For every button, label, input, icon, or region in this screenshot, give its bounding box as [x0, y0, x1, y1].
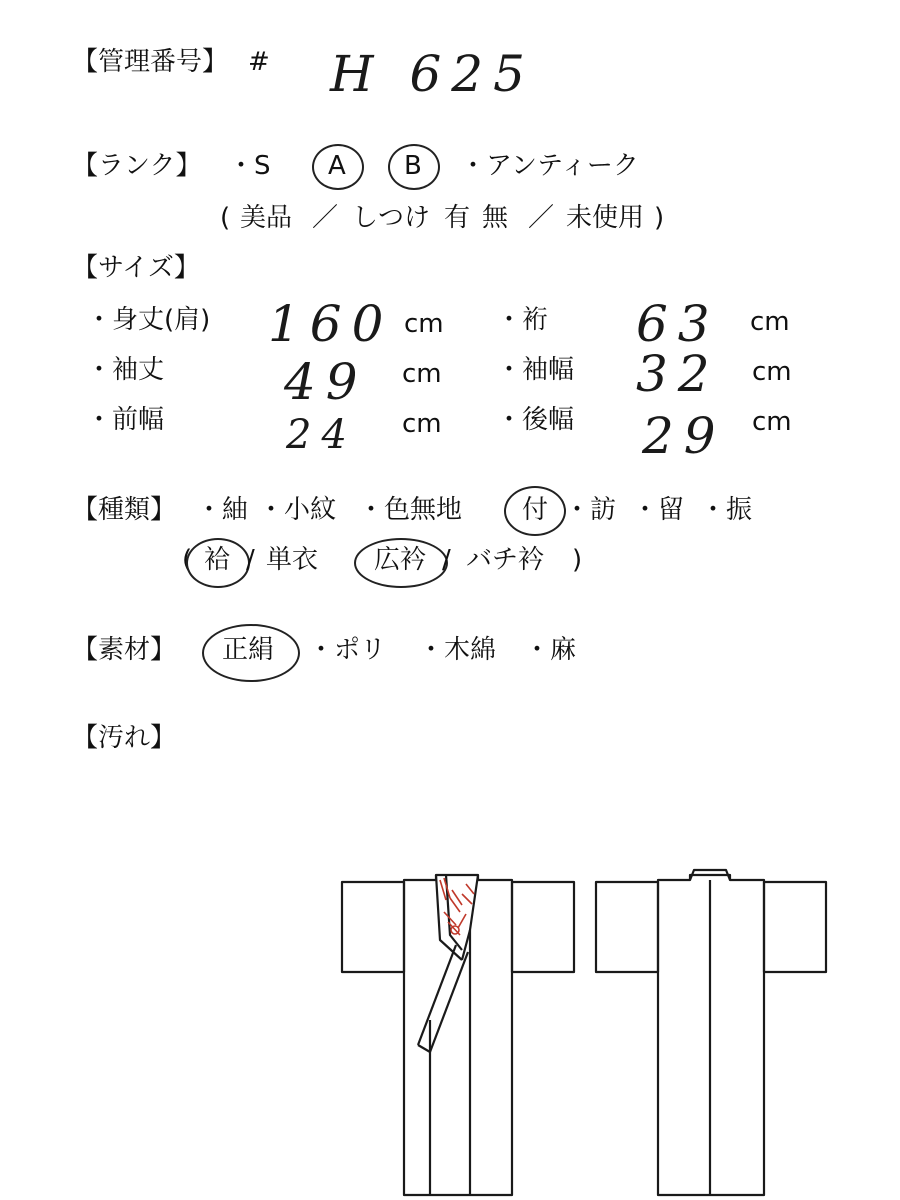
kind-line2-open: (	[182, 545, 193, 575]
kind-iromuji: ・色無地	[358, 495, 463, 525]
kind-awase: 袷	[204, 545, 231, 575]
kind-hou: ・訪	[564, 495, 617, 525]
rank-sub-shitsuke: しつけ	[352, 203, 431, 233]
rank-option-s: ・S	[228, 151, 271, 181]
material-shoken: 正絹	[222, 635, 275, 665]
kind-slash-1: /	[246, 545, 255, 575]
management-number-value: H 625	[330, 45, 535, 103]
material-linen: ・麻	[524, 635, 577, 665]
size-right-value: 63	[636, 295, 720, 353]
size-right-label: ・後幅	[496, 405, 575, 435]
material-poly: ・ポリ	[308, 635, 387, 665]
size-left-label: ・袖丈	[86, 355, 165, 385]
size-unit: cm	[402, 409, 442, 439]
kind-hitoe: 単衣	[266, 545, 319, 575]
kind-hiroeri: 広衿	[374, 545, 427, 575]
size-label: 【サイズ】	[72, 253, 200, 283]
size-unit: cm	[752, 407, 792, 437]
size-left-value: 49	[284, 353, 368, 411]
rank-sub-yes: 有	[444, 203, 471, 233]
rank-option-a: A	[328, 151, 346, 181]
size-left-value: 24	[286, 412, 357, 458]
rank-label: 【ランク】	[72, 151, 202, 181]
kind-label: 【種類】	[72, 495, 177, 525]
rank-option-antique: ・アンティーク	[460, 151, 639, 181]
rank-sub-no: 無	[482, 203, 509, 233]
hash-mark: #	[248, 47, 270, 77]
size-unit: cm	[402, 359, 442, 389]
kind-line2-close: )	[572, 545, 583, 575]
rank-sub-beauty: 美品	[240, 203, 293, 233]
kind-tome: ・留	[632, 495, 685, 525]
size-right-label: ・裄	[496, 305, 549, 335]
material-cotton: ・木綿	[418, 635, 497, 665]
kind-furi: ・振	[700, 495, 753, 525]
size-unit: cm	[404, 309, 444, 339]
size-left-label: ・身丈(肩)	[86, 305, 211, 335]
management-number-label: 【管理番号】	[72, 47, 229, 77]
stain-label: 【汚れ】	[72, 723, 177, 753]
size-left-value: 160	[268, 295, 394, 353]
rank-sub-separator-1: ／	[312, 203, 339, 233]
rank-sub-close: )	[654, 203, 665, 233]
rank-option-b: B	[404, 151, 422, 181]
rank-sub-unused: 未使用	[566, 203, 645, 233]
rank-sub-separator-2: ／	[528, 203, 555, 233]
kind-bachieri: バチ衿	[466, 545, 545, 575]
size-unit: cm	[750, 307, 790, 337]
kind-komon: ・小紋	[258, 495, 337, 525]
size-right-value: 32	[636, 345, 720, 403]
kind-tsuke: 付	[522, 495, 549, 525]
size-right-value: 29	[642, 407, 726, 465]
size-right-label: ・袖幅	[496, 355, 575, 385]
size-left-label: ・前幅	[86, 405, 165, 435]
material-label: 【素材】	[72, 635, 177, 665]
size-unit: cm	[752, 357, 792, 387]
kind-tsumugi: ・紬	[196, 495, 249, 525]
rank-sub-open: (	[220, 203, 231, 233]
kind-slash-2: /	[442, 545, 451, 575]
